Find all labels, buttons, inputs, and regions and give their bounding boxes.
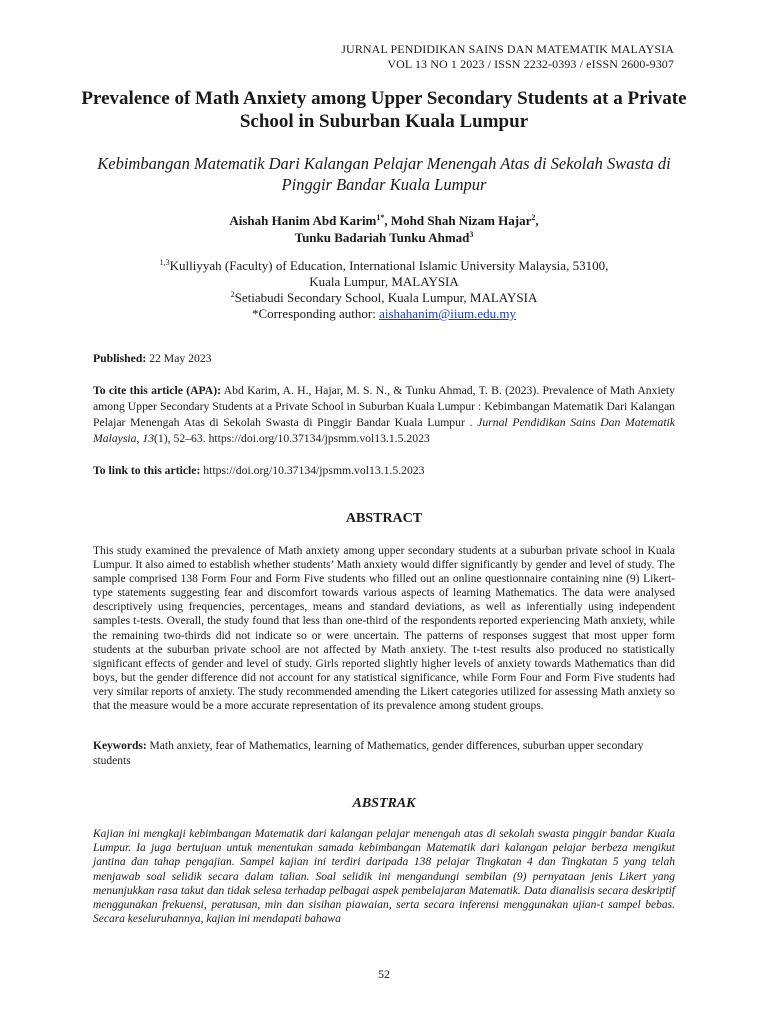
corresponding-author: *Corresponding author: aishahanim@iium.edu.my — [252, 306, 516, 321]
author-list — [80, 212, 688, 246]
author-name: Aishah Hanim Abd Karim — [229, 213, 377, 228]
abstract-body: This study examined the prevalence of Math anxiety among upper secondary students at a suburban private school in Kuala Lumpur. It also aimed to establish whether students’ Math anxiety would differ significantly by gender and level of study. The sample comprised 138 Form Four and Form Five students who filled out an online questionnaire containing nine (9) Likert-type statements suggesting fear and discomfort towards various aspects of learning Mathematics. The data were analysed descriptively using frequencies, percentages, means and standard deviations, as well as inferentially using independent samples t-tests. Overall, the study found that less than one-third of the respondents reported experiencing Math anxiety, while the remaining two-thirds did not indicate so or were uncertain. The patterns of responses suggest that most upper form students at the suburban private school are not affected by Math anxiety. The t-test results also produced no statistically significant effects of gender and level of study. Girls reported slightly higher levels of anxiety towards Mathematics than did boys, but the gender difference did not account for any statistical significance, while Form Four and Form Five students had very similar reports of anxiety. The study recommended amending the Likert categories utilized for assessing Math anxiety so that the measure would be a more accurate representation of its prevalence among student groups. — [93, 545, 675, 713]
journal-volume-issn: VOL 13 NO 1 2023 / ISSN 2232-0393 / eISSN 2600-9307 — [387, 57, 674, 71]
article-link-url[interactable]: https://doi.org/10.37134/jpsmm.vol13.1.5.2023 — [200, 464, 425, 477]
published-label: Published: — [93, 352, 147, 365]
citation-label: To cite this article (APA): — [93, 384, 222, 397]
journal-name: JURNAL PENDIDIKAN SAINS DAN MATEMATIK MALAYSIA — [341, 42, 674, 56]
article-link-line — [93, 463, 675, 479]
author-affil-marker: 2 — [531, 213, 536, 222]
article-subtitle-malay: Kebimbangan Matematik Dari Kalangan Pelajar Menengah Atas di Sekolah Swasta di Pinggir Bandar Kuala Lumpur — [97, 154, 671, 194]
page-number: 52 — [378, 967, 390, 981]
published-line — [93, 351, 675, 367]
author-separator: , — [535, 213, 539, 228]
abstrak-heading: ABSTRAK — [352, 796, 416, 811]
affiliation-1: $^{1,3}$Kulliyyah (Faculty) of Education, International Islamic University Malaysia, 53100, — [159, 258, 609, 273]
article-title: Prevalence of Math Anxiety among Upper Secondary Students at a Private School in Suburban Kuala Lumpur — [81, 88, 687, 132]
keywords-label: Keywords: — [93, 740, 147, 752]
author-name: Tunku Badariah Tunku Ahmad — [294, 230, 470, 245]
citation-volume: 13 — [142, 432, 155, 445]
keywords-text: Math anxiety, fear of Mathematics, learning of Mathematics, gender differences, suburban upper secondary students — [93, 740, 644, 767]
citation-journal: Jurnal Pendidikan Sains Dan Matematik Malaysia — [93, 416, 675, 445]
author-separator: , — [384, 213, 391, 228]
abstract-heading: ABSTRACT — [345, 511, 423, 526]
citation-block: To cite this article (APA): Abd Karim, A. H., Hajar, M. S. N., & Tunku Ahmad, T. B. (2023). Prevalence of Math Anxiety among Upper Secondary Students at a Private School in Suburban Kuala Lumpur : Kebimbangan Matematik Dari Kalangan Pelajar Menengah Atas di Sekolah Swasta di Pinggir Bandar Kuala Lumpur . Jurnal Pendidikan Sains Dan Matematik Malaysia, 13(1), 52–63. https://doi.org/10.37134/jpsmm.vol13.1.5.2023 — [93, 384, 675, 445]
keywords-line — [93, 739, 675, 768]
affiliation-2: $^2$Setiabudi Secondary School, Kuala Lumpur, MALAYSIA — [230, 290, 538, 305]
corresponding-email-link[interactable]: aishahanim@iium.edu.my — [379, 306, 516, 321]
affiliations — [80, 258, 688, 322]
author-affil-marker: 1* — [376, 213, 385, 222]
published-date: 22 May 2023 — [146, 352, 212, 365]
journal-header — [341, 42, 674, 72]
author-affil-marker: 3 — [469, 230, 474, 239]
abstrak-body: Kajian ini mengkaji kebimbangan Matematik dari kalangan pelajar menengah atas di sekolah swasta pinggir bandar Kuala Lumpur. Ia juga bertujuan untuk menentukan samada kebimbangan Matematik dari kalangan pelajar berbeza mengikut jantina dan tahap pengajian. Sampel kajian ini terdiri daripada 138 pelajar Tingkatan 4 dan Tingkatan 5 yang telah menjawab soal selidik secara dalam talian. Soal selidik ini mengandungi sembilan (9) pernyataan jenis Likert yang menunjukkan rasa takut dan tidak selesa terhadap pelbagai aspek pembelajaran Matematik. Data dianalisis secara deskriptif menggunakan frekuensi, peratusan, min dan sisihan piawaian, serta secara inferensi menggunakan ujian-t sampel bebas. Secara keseluruhannya, kajian ini mendapati bahawa — [93, 828, 675, 926]
author-name: Mohd Shah Nizam Hajar — [390, 213, 532, 228]
affiliation-1-city: Kuala Lumpur, MALAYSIA — [309, 274, 459, 289]
article-link-label: To link to this article: — [93, 464, 201, 477]
